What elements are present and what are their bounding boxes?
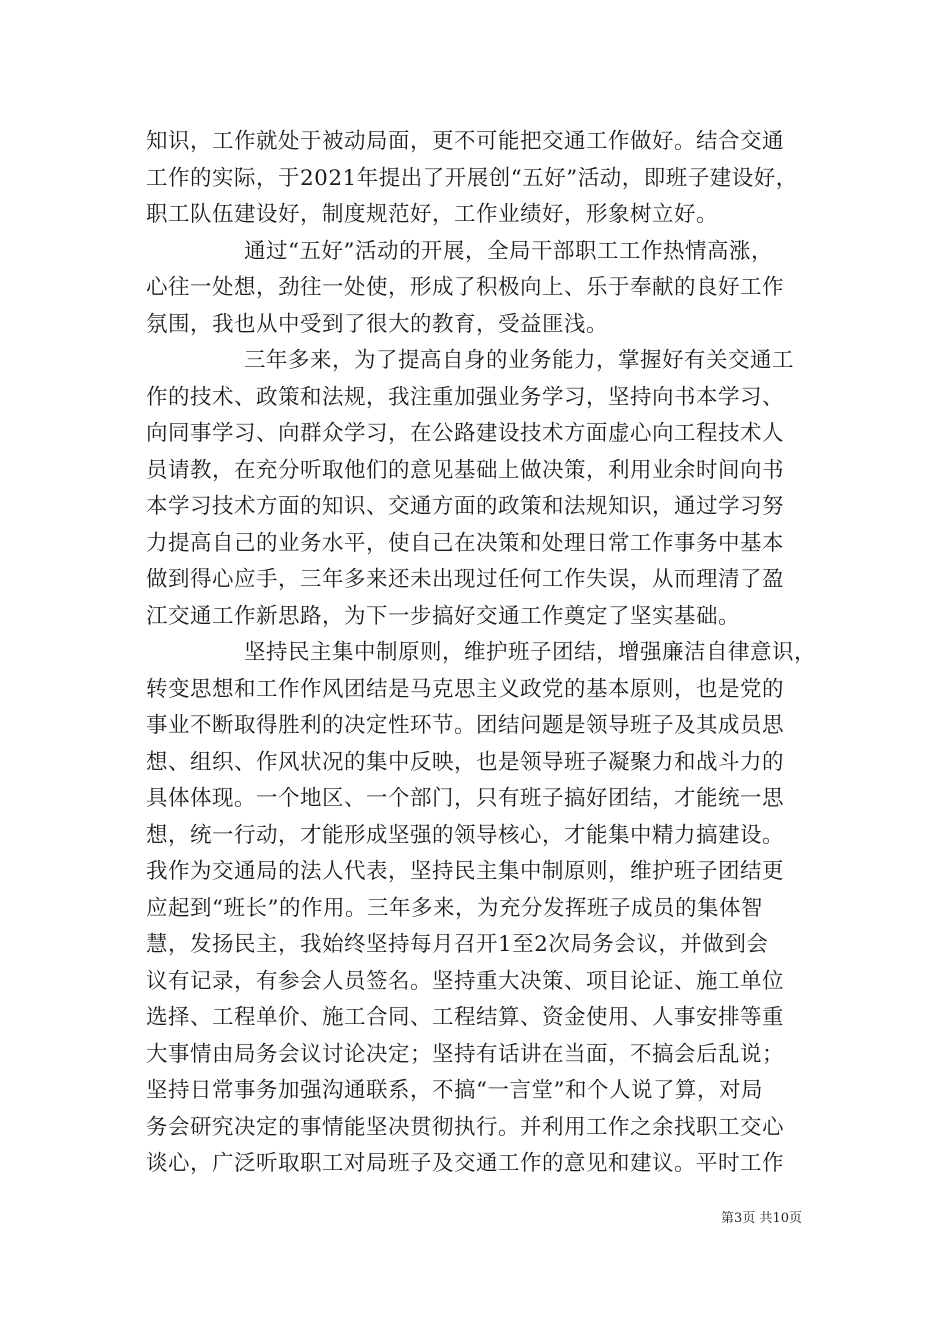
text-line: 想、组织、作风状况的集中反映，也是领导班子凝聚力和战斗力的 xyxy=(146,749,785,775)
text-line: 员请教，在充分听取他们的意见基础上做决策，利用业余时间向书 xyxy=(146,457,785,483)
text-line: 慧，发扬民主，我始终坚持每月召开1至2次局务会议，并做到会 xyxy=(146,932,769,957)
text-line: 本学习技术方面的知识、交通方面的政策和法规知识，通过学习努 xyxy=(146,494,785,519)
paragraph-first-line: 通过“五好”活动的开展，全局干部职工工作热情高涨， xyxy=(244,238,773,264)
text-line: 做到得心应手，三年多来还未出现过任何工作失误，从而理清了盈 xyxy=(146,567,785,592)
text-line: 务会研究决定的事情能坚决贯彻执行。并利用工作之余找职工交心 xyxy=(146,1114,785,1140)
text-line: 氛围，我也从中受到了很大的教育，受益匪浅。 xyxy=(146,311,609,337)
text-line: 作的技术、政策和法规，我注重加强业务学习，坚持向书本学习、 xyxy=(146,384,785,410)
paragraph-first-line: 坚持民主集中制原则，维护班子团结，增强廉洁自律意识， xyxy=(244,640,817,665)
text-line: 坚持日常事务加强沟通联系，不搞“一言堂”和个人说了算，对局 xyxy=(146,1078,763,1103)
text-line: 转变思想和工作作风团结是马克思主义政党的基本原则，也是党的 xyxy=(146,676,785,702)
text-line: 选择、工程单价、施工合同、工程结算、资金使用、人事安排等重 xyxy=(146,1005,785,1030)
text-line: 应起到“班长”的作用。三年多来，为充分发挥班子成员的集体智 xyxy=(146,895,763,921)
text-line: 向同事学习、向群众学习，在公路建设技术方面虚心向工程技术人 xyxy=(146,421,785,446)
text-line: 事业不断取得胜利的决定性环节。团结问题是领导班子及其成员思 xyxy=(146,713,785,738)
text-line: 议有记录，有参会人员签名。坚持重大决策、项目论证、施工单位 xyxy=(146,968,785,994)
text-line: 江交通工作新思路，为下一步搞好交通工作奠定了坚实基础。 xyxy=(146,603,741,629)
text-line: 心往一处想，劲往一处使，形成了积极向上、乐于奉献的良好工作 xyxy=(146,275,785,300)
text-line: 我作为交通局的法人代表，坚持民主集中制原则，维护班子团结更 xyxy=(146,859,785,884)
text-line: 具体体现。一个地区、一个部门，只有班子搞好团结，才能统一思 xyxy=(146,786,785,811)
text-line: 谈心，广泛听取职工对局班子及交通工作的意见和建议。平时工作 xyxy=(146,1151,785,1176)
paragraph-first-line: 三年多来，为了提高自身的业务能力，掌握好有关交通工 xyxy=(244,348,795,373)
text-line: 职工队伍建设好，制度规范好，工作业绩好，形象树立好。 xyxy=(146,202,719,227)
text-line: 力提高自己的业务水平，使自己在决策和处理日常工作事务中基本 xyxy=(146,530,785,556)
text-line: 工作的实际，于2021年提出了开展创“五好”活动，即班子建设好， xyxy=(146,165,798,191)
text-line: 大事情由局务会议讨论决定；坚持有话讲在当面，不搞会后乱说； xyxy=(146,1041,785,1067)
text-line: 想，统一行动，才能形成坚强的领导核心，才能集中精力搞建设。 xyxy=(146,822,785,848)
page-number-footer: 第3页 共10页 xyxy=(721,1211,802,1226)
text-line: 知识，工作就处于被动局面，更不可能把交通工作做好。结合交通 xyxy=(146,129,785,154)
document-body-text xyxy=(146,124,818,1183)
